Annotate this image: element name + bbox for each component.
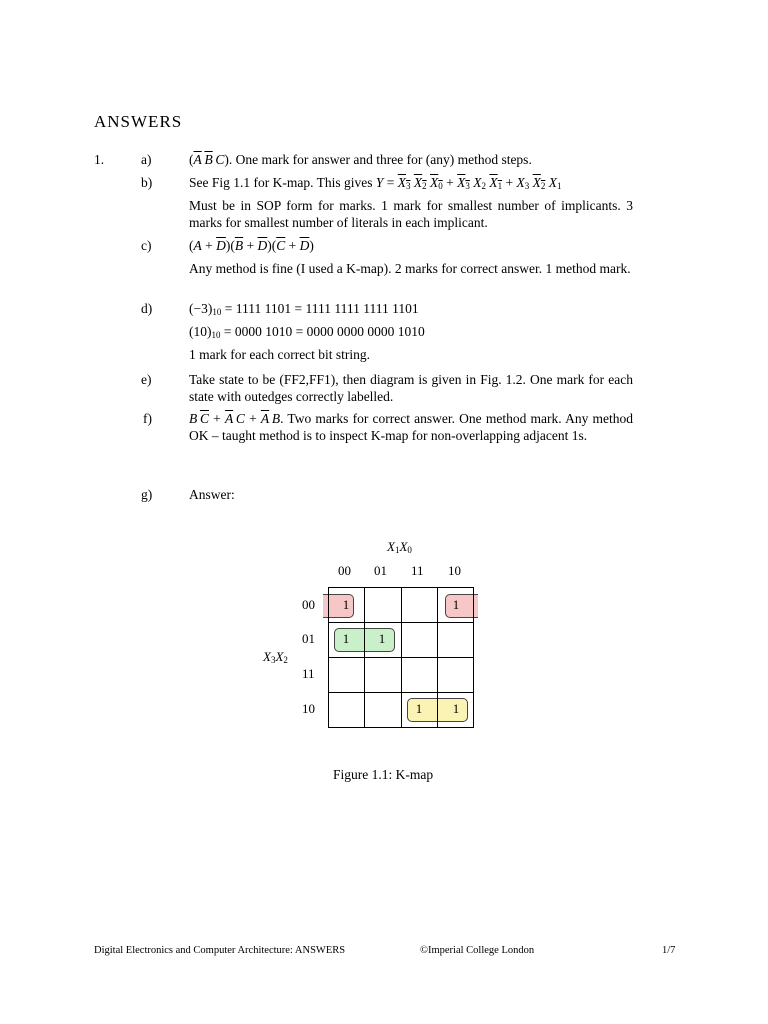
kmap-column-variables: $X_1X_0$ (387, 539, 412, 555)
part-c-label: c) (141, 238, 152, 253)
part-e-text: Take state to be (FF2,FF1), then diagram is given in Fig. 1.2. One mark for each state with outedges correctly labelled. (189, 372, 633, 404)
part-g-label: g) (141, 487, 153, 502)
kmap-cell-value: 1 (342, 631, 350, 646)
part-d-line1-text: = 1111 1101 = 1111 1111 1111 1101 (221, 301, 419, 316)
part-a-label: a) (141, 152, 152, 167)
part-d-line1: $(-3)_{10} = 1111$ 1101 = 1111 1111 1111 1101 (189, 301, 419, 317)
kmap-col-header: 11 (411, 563, 424, 578)
part-a-text: . One mark for answer and three for (any) method steps. (228, 152, 532, 167)
part-f-text: . Two marks for correct answer. One method mark. Any method OK – taught method is to inspect K-map for non-overlapping adjacent 1s. (189, 411, 633, 443)
kmap-row-header: 11 (302, 666, 315, 681)
kmap-cell-value: 1 (378, 631, 386, 646)
page-heading: ANSWERS (94, 112, 183, 131)
part-d-line2: $(10)_{10} = 0000$ 1010 = 0000 0000 0000 1010 (189, 324, 425, 340)
kmap-col-header: 00 (338, 563, 351, 578)
kmap-row-header: 10 (302, 701, 315, 716)
kmap-row-header: 00 (302, 597, 315, 612)
footer-page-number: 1/7 (662, 945, 676, 956)
part-b-text: See Fig 1.1 for K-map. This gives (189, 175, 376, 190)
question-number: 1. (94, 152, 105, 167)
footer-course: Digital Electronics and Computer Architecture: ANSWERS (94, 945, 346, 956)
part-d-label: d) (141, 301, 153, 316)
part-c-note: Any method is fine (I used a K-map). 2 marks for correct answer. 1 method mark. (189, 261, 631, 276)
part-b-answer: See Fig 1.1 for K-map. This gives $Y = X_3$ $X_2$ $X_0 + X_3$ $X_2$ $X_1 + X_3$ $X_2$ $X_1$ (189, 175, 562, 191)
part-f-label: f) (143, 411, 152, 426)
kmap-col-header: 01 (374, 563, 387, 578)
part-c-answer: $(A + \overline{D})(\overline{B} + \overline{D})(\overline{C} + \overline{D})$ (189, 238, 314, 253)
part-b-note: Must be in SOP form for marks. 1 mark for smallest number of implicants. 3 marks for smallest number of literals in each implicant. (189, 198, 633, 230)
part-g-text: Answer: (189, 487, 235, 502)
kmap-col-header: 10 (448, 563, 461, 578)
kmap-row-header: 01 (302, 631, 315, 646)
kmap-cell-value: 1 (452, 597, 460, 612)
kmap-cell-value: 1 (452, 701, 460, 716)
footer-copyright: ©Imperial College London (420, 945, 535, 956)
part-f-answer: B $\overline{C} + \overline{A}$ $C + \overline{A}$ B. Two marks for correct answer. One method mark. Any method OK – taught method is to inspect K-map for non-overlapping adjacent 1s. (189, 411, 633, 443)
kmap-cell-value: 1 (415, 701, 423, 716)
part-e-label: e) (141, 372, 152, 387)
kmap-cell-value: 1 (342, 597, 350, 612)
figure-caption: Figure 1.1: K-map (333, 767, 434, 782)
part-b-label: b) (141, 175, 153, 190)
part-d-line2-text: = 0000 1010 = 0000 0000 0000 1010 (220, 324, 425, 339)
part-a-answer: ($\overline{A}$ $\overline{B}$ C). One mark for answer and three for (any) method steps. (189, 152, 532, 167)
part-d-note: 1 mark for each correct bit string. (189, 347, 371, 362)
kmap-row-variables: $X_3X_2$ (263, 649, 288, 665)
